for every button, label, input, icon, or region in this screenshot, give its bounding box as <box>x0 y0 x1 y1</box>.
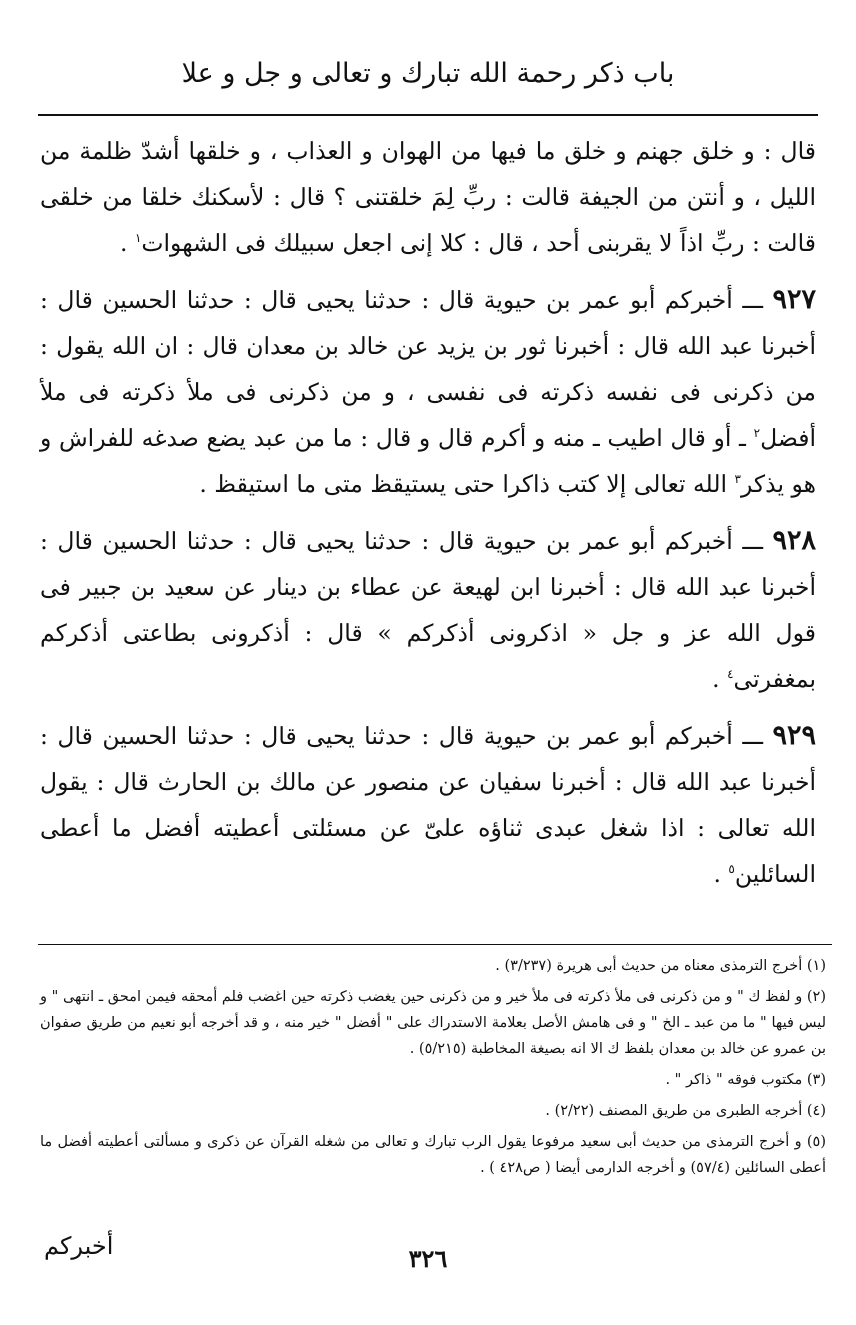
paragraph-text: ـــ أخبركم أبو عمر بن حيوية قال : حدثنا يحيى قال : حدثنا الحسين قال : أخبرنا عبد الله قال : أخبرنا سفيان عن منصور عن مالك بن الحارث قال : يقول الله تعالى : اذا شغل عبدى ثناؤه علىّ عن مسئلتى أعطيته أفضل ما أعطى السائلين <box>40 722 816 888</box>
page-number: ٣٢٦ <box>408 1244 448 1273</box>
paragraph-hadith-929: ٩٢٩ ـــ أخبركم أبو عمر بن حيوية قال : حدثنا يحيى قال : حدثنا الحسين قال : أخبرنا عبد الله قال : أخبرنا سفيان عن منصور عن مالك بن الحارث قال : يقول الله تعالى : اذا شغل عبدى ثناؤه علىّ عن مسئلتى أعطيته أفضل ما أعطى السائلين$^٥$ . <box>40 720 816 888</box>
footnote-rule <box>38 944 832 945</box>
running-header <box>40 58 816 89</box>
paragraph-text: ـــ أخبركم أبو عمر بن حيوية قال : حدثنا يحيى قال : حدثنا الحسين قال : أخبرنا عبد الله قال : أخبرنا ابن لهيعة عن عطاء بن دينار عن سعيد بن جبير فى قول الله عز و جل « اذكرونى أذكركم » قال : أذكرونى بطاعتى أذكركم بمغفرتى <box>40 527 816 693</box>
footnote-2: (٢) و لفظ ك " و من ذكرنى فى ملأ ذكرته فى ملأ خير و من ذكرنى حين يغضب ذكرته حين اغضب فلم أمحقه فيمن امحق ـ انتهى " و ليس فيها " ما من عبد ـ الخ " و فى هامش الأصل بعلامة الاستدراك على " أفضل " خير منه ، و قد أخرجه أبو نعيم من طريق صفوان بن عمرو عن خالد بن معدان بلفظ ك الا انه بصيغة المخاطبة (٥/٢١٥) . <box>40 989 826 1057</box>
hadith-number: ٩٢٧ <box>772 284 816 315</box>
footnote-5: (٥) و أخرج الترمذى من حديث أبى سعيد مرفوعا يقول الرب تبارك و تعالى من شغله القرآن عن ذكرى و مسألتى أعطيته أفضل ما أعطى السائلين (٥٧/٤) و أخرجه الدارمى أيضا ( ص٤٢٨ ) . <box>40 1134 826 1176</box>
footnote-ref: ٥ <box>728 862 735 877</box>
footnote-ref: ٢ <box>753 426 761 441</box>
paragraph-intro: قال : و خلق جهنم و خلق ما فيها من الهوان و العذاب ، و خلقها أشدّ ظلمة من الليل ، و أنتن من الجيفة قالت : ربِّ لِمَ خلقتنى ؟ قال : لأسكنك خلقا من خلقى قالت : ربِّ اذاً لا يقربنى أحد ، قال : كلا إنى اجعل سبيلك فى الشهوات$^١$ . <box>40 137 816 257</box>
footnote-1: (١) أخرج الترمذى معناه من حديث أبى هريرة (٣/٢٣٧) . <box>495 958 826 974</box>
hadith-number: ٩٢٨ <box>772 525 816 556</box>
footnote-3: (٣) مكتوب فوقه " ذاكر " . <box>665 1072 826 1088</box>
hadith-number: ٩٢٩ <box>772 720 816 751</box>
chapter-title: باب ذكر رحمة الله تبارك و تعالى و جل و علا <box>181 58 675 89</box>
footnote-4: (٤) أخرجه الطبرى من طريق المصنف (٢/٢٢) . <box>545 1103 826 1119</box>
catchword: أخبركم <box>44 1232 114 1260</box>
footnotes <box>40 953 826 1186</box>
header-rule <box>38 114 818 116</box>
footnote-ref: ١ <box>134 231 142 246</box>
paragraph-hadith-928: ٩٢٨ ـــ أخبركم أبو عمر بن حيوية قال : حدثنا يحيى قال : حدثنا الحسين قال : أخبرنا عبد الله قال : أخبرنا ابن لهيعة عن عطاء بن دينار عن سعيد بن جبير فى قول الله عز و جل « اذكرونى أذكركم » قال : أذكرونى بطاعتى أذكركم بمغفرتى$^٤$ . <box>40 525 816 693</box>
paragraph-text: قال : و خلق جهنم و خلق ما فيها من الهوان و العذاب ، و خلقها أشدّ ظلمة من الليل ، و أنتن من الجيفة قالت : ربِّ لِمَ خلقتنى ؟ قال : لأسكنك خلقا من خلقى قالت : ربِّ اذاً لا يقربنى أحد ، قال : كلا إنى اجعل سبيلك فى الشهوات <box>40 137 816 257</box>
footnote-ref: ٣ <box>734 472 741 487</box>
paragraph-text-cont: ـ أو قال اطيب ـ منه و أكرم قال و قال : ما من عبد يضع صدغه للفراش و هو يذكر <box>40 424 816 498</box>
paragraph-text: ـــ أخبركم أبو عمر بن حيوية قال : حدثنا يحيى قال : حدثنا الحسين قال : أخبرنا عبد الله قال : أخبرنا ثور بن يزيد عن خالد بن معدان قال : ان الله يقول : من ذكرنى فى نفسه ذكرته فى نفسى ، و من ذكرنى فى ملأ ذكرته فى ملأ أفضل <box>40 286 817 452</box>
main-text <box>40 128 816 908</box>
paragraph-text-end: الله تعالى إلا كتب ذاكرا حتى يستيقظ متى ما استيقظ . <box>199 470 735 498</box>
paragraph-hadith-927 <box>40 277 816 507</box>
footnote-ref: ٤ <box>727 667 734 682</box>
